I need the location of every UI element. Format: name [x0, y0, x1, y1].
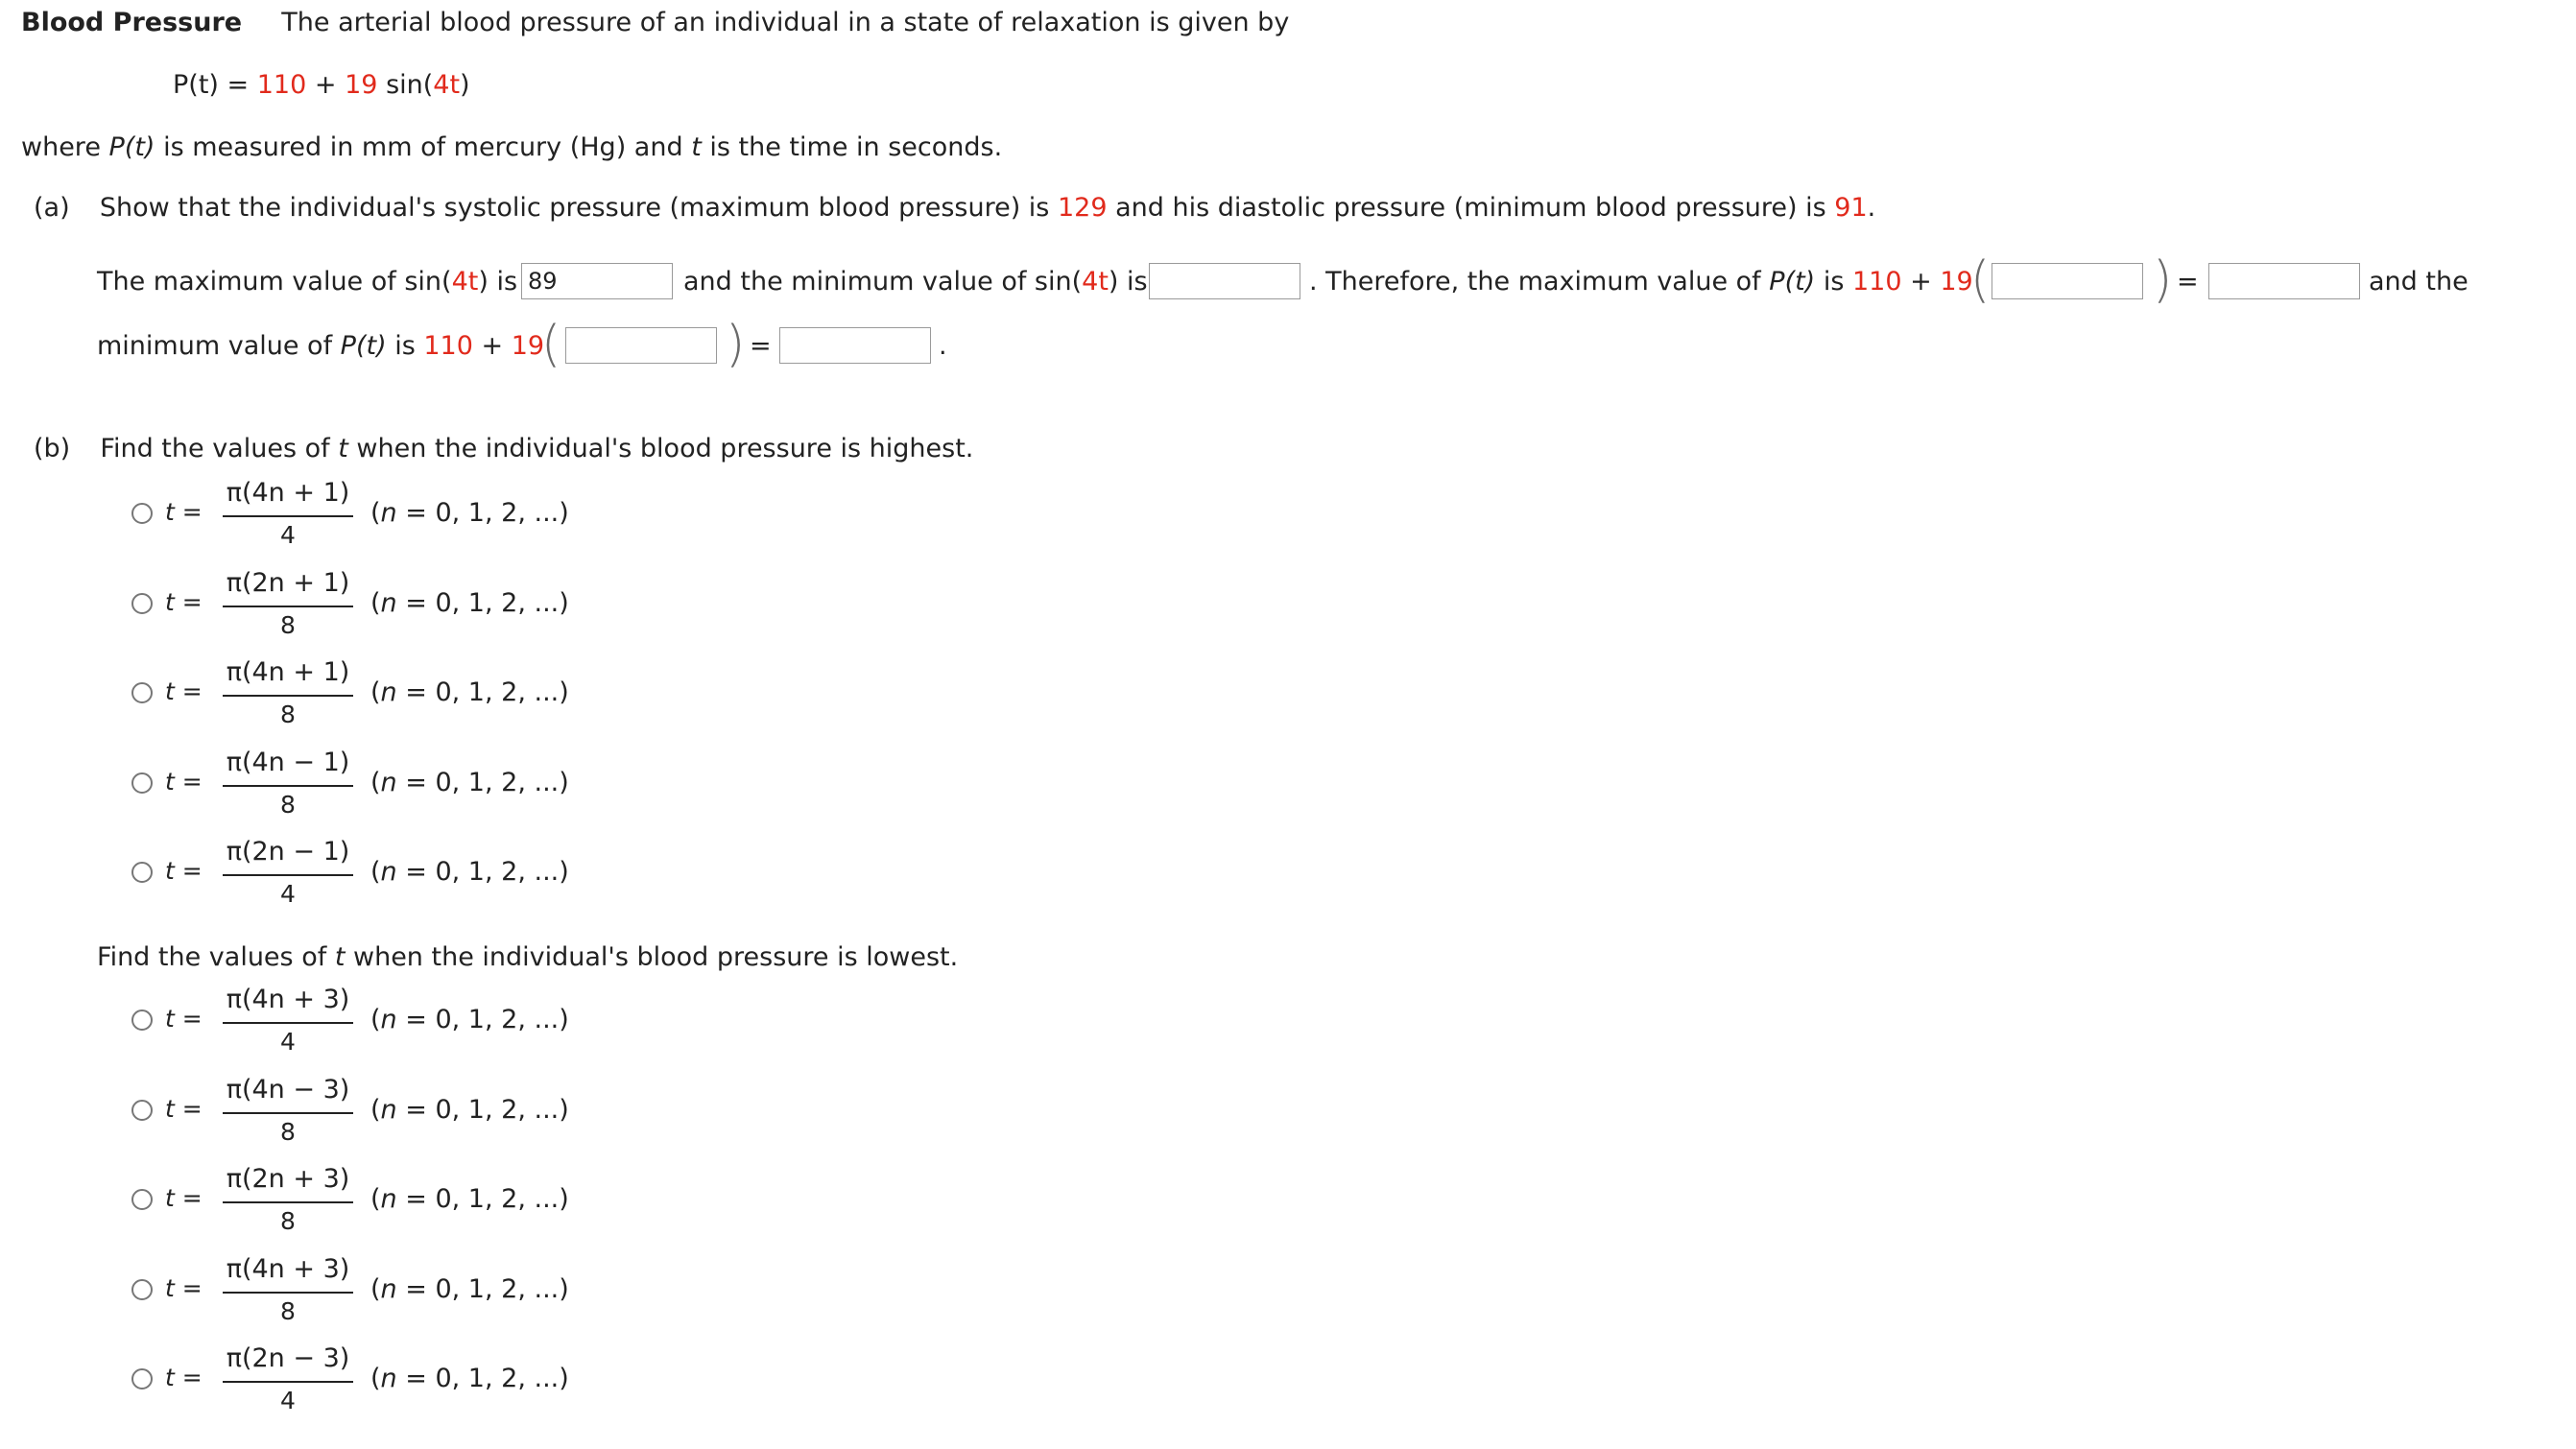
min-sin-text: and the minimum value of sin(4t) is — [683, 267, 1148, 297]
max-p-text: . Therefore, the maximum value of P(t) is 110 + 19 — [1309, 267, 1973, 297]
fraction-numerator: π(4n − 1) — [226, 747, 350, 777]
highest-option-radio[interactable] — [131, 503, 153, 524]
period: . — [939, 331, 947, 361]
t-variable: t — [165, 1273, 175, 1302]
t-variable: t — [165, 857, 175, 885]
min-p-input[interactable] — [779, 327, 931, 364]
problem-header — [21, 8, 1289, 38]
n-variable: n — [380, 767, 397, 797]
fraction-bar — [223, 1292, 353, 1294]
part-b-lowest-prompt: Find the values of t when the individual's blood pressure is lowest. — [97, 942, 959, 972]
fraction-bar — [223, 606, 353, 607]
t-equals-label — [165, 857, 203, 886]
n-condition: (n = 0, 1, 2, ...) — [370, 1364, 569, 1393]
fraction-denominator: 4 — [280, 521, 296, 549]
n-condition: (n = 0, 1, 2, ...) — [370, 1184, 569, 1214]
fraction-numerator: π(2n + 3) — [226, 1164, 350, 1194]
fraction-numerator: π(2n + 1) — [226, 567, 350, 598]
fraction-bar — [223, 785, 353, 787]
fraction-denominator: 4 — [280, 880, 296, 908]
and-the-text: and the — [2369, 267, 2469, 297]
fraction-bar — [223, 1112, 353, 1114]
highest-option-radio[interactable] — [131, 862, 153, 883]
n-variable: n — [380, 587, 397, 618]
n-condition: (n = 0, 1, 2, ...) — [370, 677, 569, 707]
n-condition: (n = 0, 1, 2, ...) — [370, 1273, 569, 1304]
equals-sign: = — [174, 1094, 203, 1123]
equals-sign: = — [174, 498, 203, 526]
n-condition: (n = 0, 1, 2, ...) — [370, 857, 569, 887]
t-variable: t — [165, 1094, 175, 1123]
t-equals-label — [165, 1274, 203, 1303]
n-variable: n — [380, 1364, 397, 1393]
problem-title: Blood Pressure — [21, 8, 243, 37]
pressure-formula: P(t) = 110 + 19 sin(4t) — [173, 70, 470, 100]
equals-sign: = — [174, 1005, 203, 1033]
t-equals-label — [165, 588, 203, 617]
highest-option-radio[interactable] — [131, 593, 153, 614]
n-condition: (n = 0, 1, 2, ...) — [370, 1094, 569, 1125]
fraction-bar — [223, 515, 353, 517]
equals-sign: = — [2177, 267, 2199, 297]
t-equals-label — [165, 1364, 203, 1392]
t-variable: t — [165, 498, 175, 526]
n-variable: n — [380, 498, 397, 528]
n-variable: n — [380, 1094, 397, 1125]
fraction-numerator: π(4n + 1) — [226, 657, 350, 687]
part-b-label: (b) — [34, 434, 71, 463]
lowest-option-radio[interactable] — [131, 1100, 153, 1121]
problem-intro: The arterial blood pressure of an individual in a state of relaxation is given by — [281, 8, 1290, 37]
lowest-option-radio[interactable] — [131, 1279, 153, 1300]
min-p-text: minimum value of P(t) is 110 + 19 — [97, 331, 545, 361]
n-variable: n — [380, 677, 397, 707]
fraction-numerator: π(4n + 3) — [226, 1253, 350, 1284]
part-a-prompt: (a) Show that the individual's systolic pressure (maximum blood pressure) is 129 and his diastolic pressure (minimum blood pressure) is 91. — [34, 193, 1876, 223]
t-equals-label — [165, 1184, 203, 1213]
max-sin-input[interactable] — [521, 263, 673, 299]
right-paren-min: ) — [726, 316, 746, 373]
where-statement: where P(t) is measured in mm of mercury (Hg) and t is the time in seconds. — [21, 132, 1003, 162]
t-equals-label — [165, 768, 203, 796]
right-paren-max: ) — [2153, 251, 2173, 309]
t-equals-label — [165, 498, 203, 527]
fraction-denominator: 8 — [280, 790, 296, 819]
equals-sign: = — [174, 587, 203, 616]
n-condition: (n = 0, 1, 2, ...) — [370, 1005, 569, 1034]
fraction-denominator: 8 — [280, 701, 296, 728]
fraction-numerator: π(4n + 3) — [226, 985, 350, 1014]
fraction-denominator: 4 — [280, 1387, 296, 1414]
formula-argument: 4t — [433, 70, 461, 100]
fraction-denominator: 8 — [280, 1207, 296, 1235]
formula-constant: 110 — [256, 70, 307, 100]
highest-option-radio[interactable] — [131, 682, 153, 703]
n-condition: (n = 0, 1, 2, ...) — [370, 587, 569, 618]
t-equals-label — [165, 677, 203, 706]
fraction-numerator: π(4n − 3) — [226, 1074, 350, 1105]
left-paren-min: ( — [541, 316, 561, 373]
equals-sign: = — [174, 767, 203, 796]
fraction-bar — [223, 874, 353, 876]
n-variable: n — [380, 1005, 397, 1034]
diastolic-value: 91 — [1834, 193, 1868, 223]
n-variable: n — [380, 1273, 397, 1304]
t-equals-label — [165, 1095, 203, 1124]
fraction-numerator: π(4n + 1) — [226, 478, 350, 508]
n-variable: n — [380, 1184, 397, 1214]
lowest-option-radio[interactable] — [131, 1189, 153, 1210]
fraction-denominator: 8 — [280, 1296, 296, 1325]
max-sin-text: The maximum value of sin(4t) is — [97, 267, 518, 297]
formula-lhs: P(t) — [173, 70, 219, 100]
equals-sign: = — [174, 677, 203, 705]
equals-sign: = — [750, 331, 772, 361]
equals-sign: = — [174, 1184, 203, 1212]
fraction-bar — [223, 1022, 353, 1024]
fraction-numerator: π(2n − 3) — [226, 1343, 350, 1373]
n-condition: (n = 0, 1, 2, ...) — [370, 498, 569, 528]
equals-sign: = — [174, 1273, 203, 1302]
fraction-denominator: 8 — [280, 1117, 296, 1146]
fraction-numerator: π(2n − 1) — [226, 837, 350, 867]
min-inner-input[interactable] — [565, 327, 717, 364]
max-p-input[interactable] — [2208, 263, 2360, 299]
t-equals-label — [165, 1005, 203, 1033]
t-variable: t — [165, 677, 175, 705]
highest-option-radio[interactable] — [131, 772, 153, 794]
t-variable: t — [165, 1005, 175, 1033]
n-condition: (n = 0, 1, 2, ...) — [370, 767, 569, 797]
fraction-denominator: 4 — [280, 1028, 296, 1056]
fraction-bar — [223, 1381, 353, 1383]
t-variable: t — [165, 1364, 175, 1391]
formula-amplitude: 19 — [345, 70, 378, 100]
t-variable: t — [165, 767, 175, 796]
n-variable: n — [380, 857, 397, 887]
fraction-bar — [223, 695, 353, 697]
t-variable: t — [165, 587, 175, 616]
equals-sign: = — [174, 1364, 203, 1391]
t-variable: t — [165, 1184, 175, 1212]
lowest-option-radio[interactable] — [131, 1368, 153, 1390]
systolic-value: 129 — [1057, 193, 1108, 223]
lowest-option-radio[interactable] — [131, 1010, 153, 1031]
min-sin-input[interactable] — [1149, 263, 1300, 299]
left-paren-max: ( — [1970, 251, 1991, 309]
part-a-label: (a) — [34, 193, 70, 223]
max-inner-input[interactable] — [1992, 263, 2143, 299]
equals-sign: = — [174, 857, 203, 885]
fraction-bar — [223, 1201, 353, 1203]
part-b-highest-prompt: (b) Find the values of t when the individual's blood pressure is highest. — [34, 434, 974, 463]
fraction-denominator: 8 — [280, 610, 296, 639]
